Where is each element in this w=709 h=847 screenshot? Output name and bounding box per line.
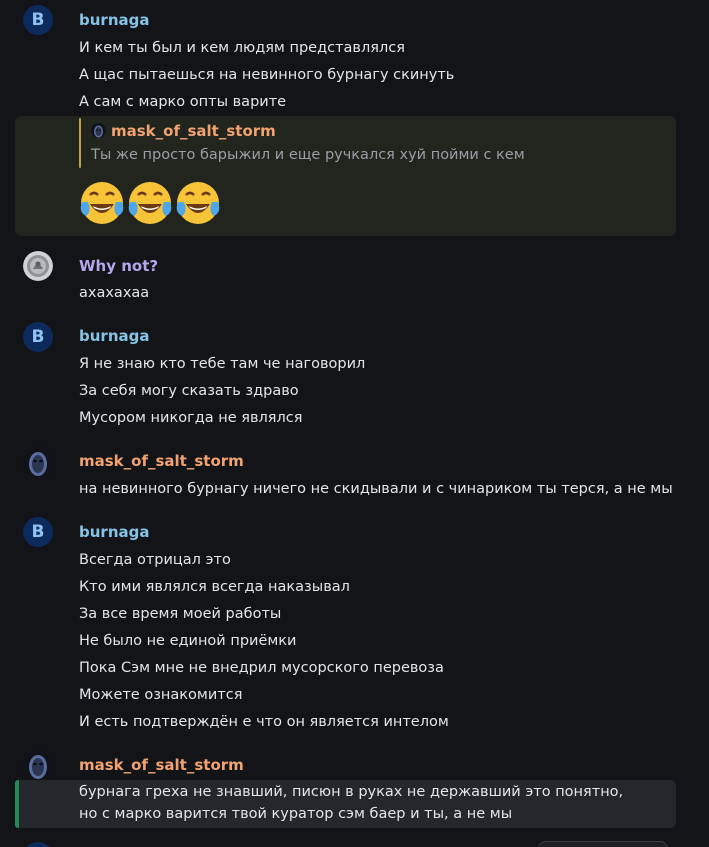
avatar-burnaga[interactable]: B (23, 322, 53, 352)
avatar-partial (23, 842, 53, 847)
reply-author[interactable]: mask_of_salt_storm (111, 122, 276, 140)
avatar-mask-of-salt-storm[interactable] (23, 750, 53, 780)
avatar-burnaga[interactable]: B (23, 5, 53, 35)
message-line: Не было не единой приёмки (79, 633, 297, 649)
author-name[interactable]: Why not? (79, 257, 159, 275)
message-line: бурнага греха не знавший, писюн в руках не державший это понятно, (79, 784, 624, 800)
message-line: За себя могу сказать здраво (79, 383, 299, 399)
reply-avatar (91, 123, 106, 138)
author-name[interactable]: mask_of_salt_storm (79, 452, 244, 470)
jump-to-present-button[interactable] (538, 841, 668, 847)
author-name[interactable]: burnaga (79, 523, 150, 541)
message-line: но с марко варится твой куратор сэм баер и ты, а не мы (79, 806, 513, 822)
message-line: Всегда отрицал это (79, 552, 231, 568)
message-line: Пока Сэм мне не внедрил мусорского перевоза (79, 660, 444, 676)
message-line: И кем ты был и кем людям представлялся (79, 40, 405, 56)
highlight-bar (15, 780, 19, 828)
author-name[interactable]: burnaga (79, 327, 150, 345)
message-line: Можете ознакомится (79, 687, 243, 703)
author-name[interactable]: burnaga (79, 11, 150, 29)
message-line: Кто ими являлся всегда наказывал (79, 579, 350, 595)
laughing-crying-emoji (127, 180, 173, 226)
author-name[interactable]: mask_of_salt_storm (79, 756, 244, 774)
avatar-mask-of-salt-storm[interactable] (23, 447, 53, 477)
message-line: Я не знаю кто тебе там че наговорил (79, 356, 366, 372)
avatar-burnaga[interactable]: B (23, 517, 53, 547)
message-line: ахахахаа (79, 285, 150, 301)
laughing-crying-emoji (79, 180, 125, 226)
message-line: За все время моей работы (79, 606, 282, 622)
reply-bar (79, 118, 81, 168)
message-line: на невинного бурнагу ничего не скидывали и с чинариком ты терся, а не мы (79, 481, 673, 497)
laughing-crying-emoji (175, 180, 221, 226)
avatar-whynot[interactable] (23, 251, 53, 281)
message-line: А сам с марко опты варите (79, 94, 287, 110)
reply-text[interactable]: Ты же просто барыжил и еще ручкался хуй пойми с кем (91, 147, 525, 163)
message-line: Мусором никогда не являлся (79, 410, 303, 426)
message-line: И есть подтверждён е что он является интелом (79, 714, 449, 730)
message-line: А щас пытаешься на невинного бурнагу скинуть (79, 67, 455, 83)
